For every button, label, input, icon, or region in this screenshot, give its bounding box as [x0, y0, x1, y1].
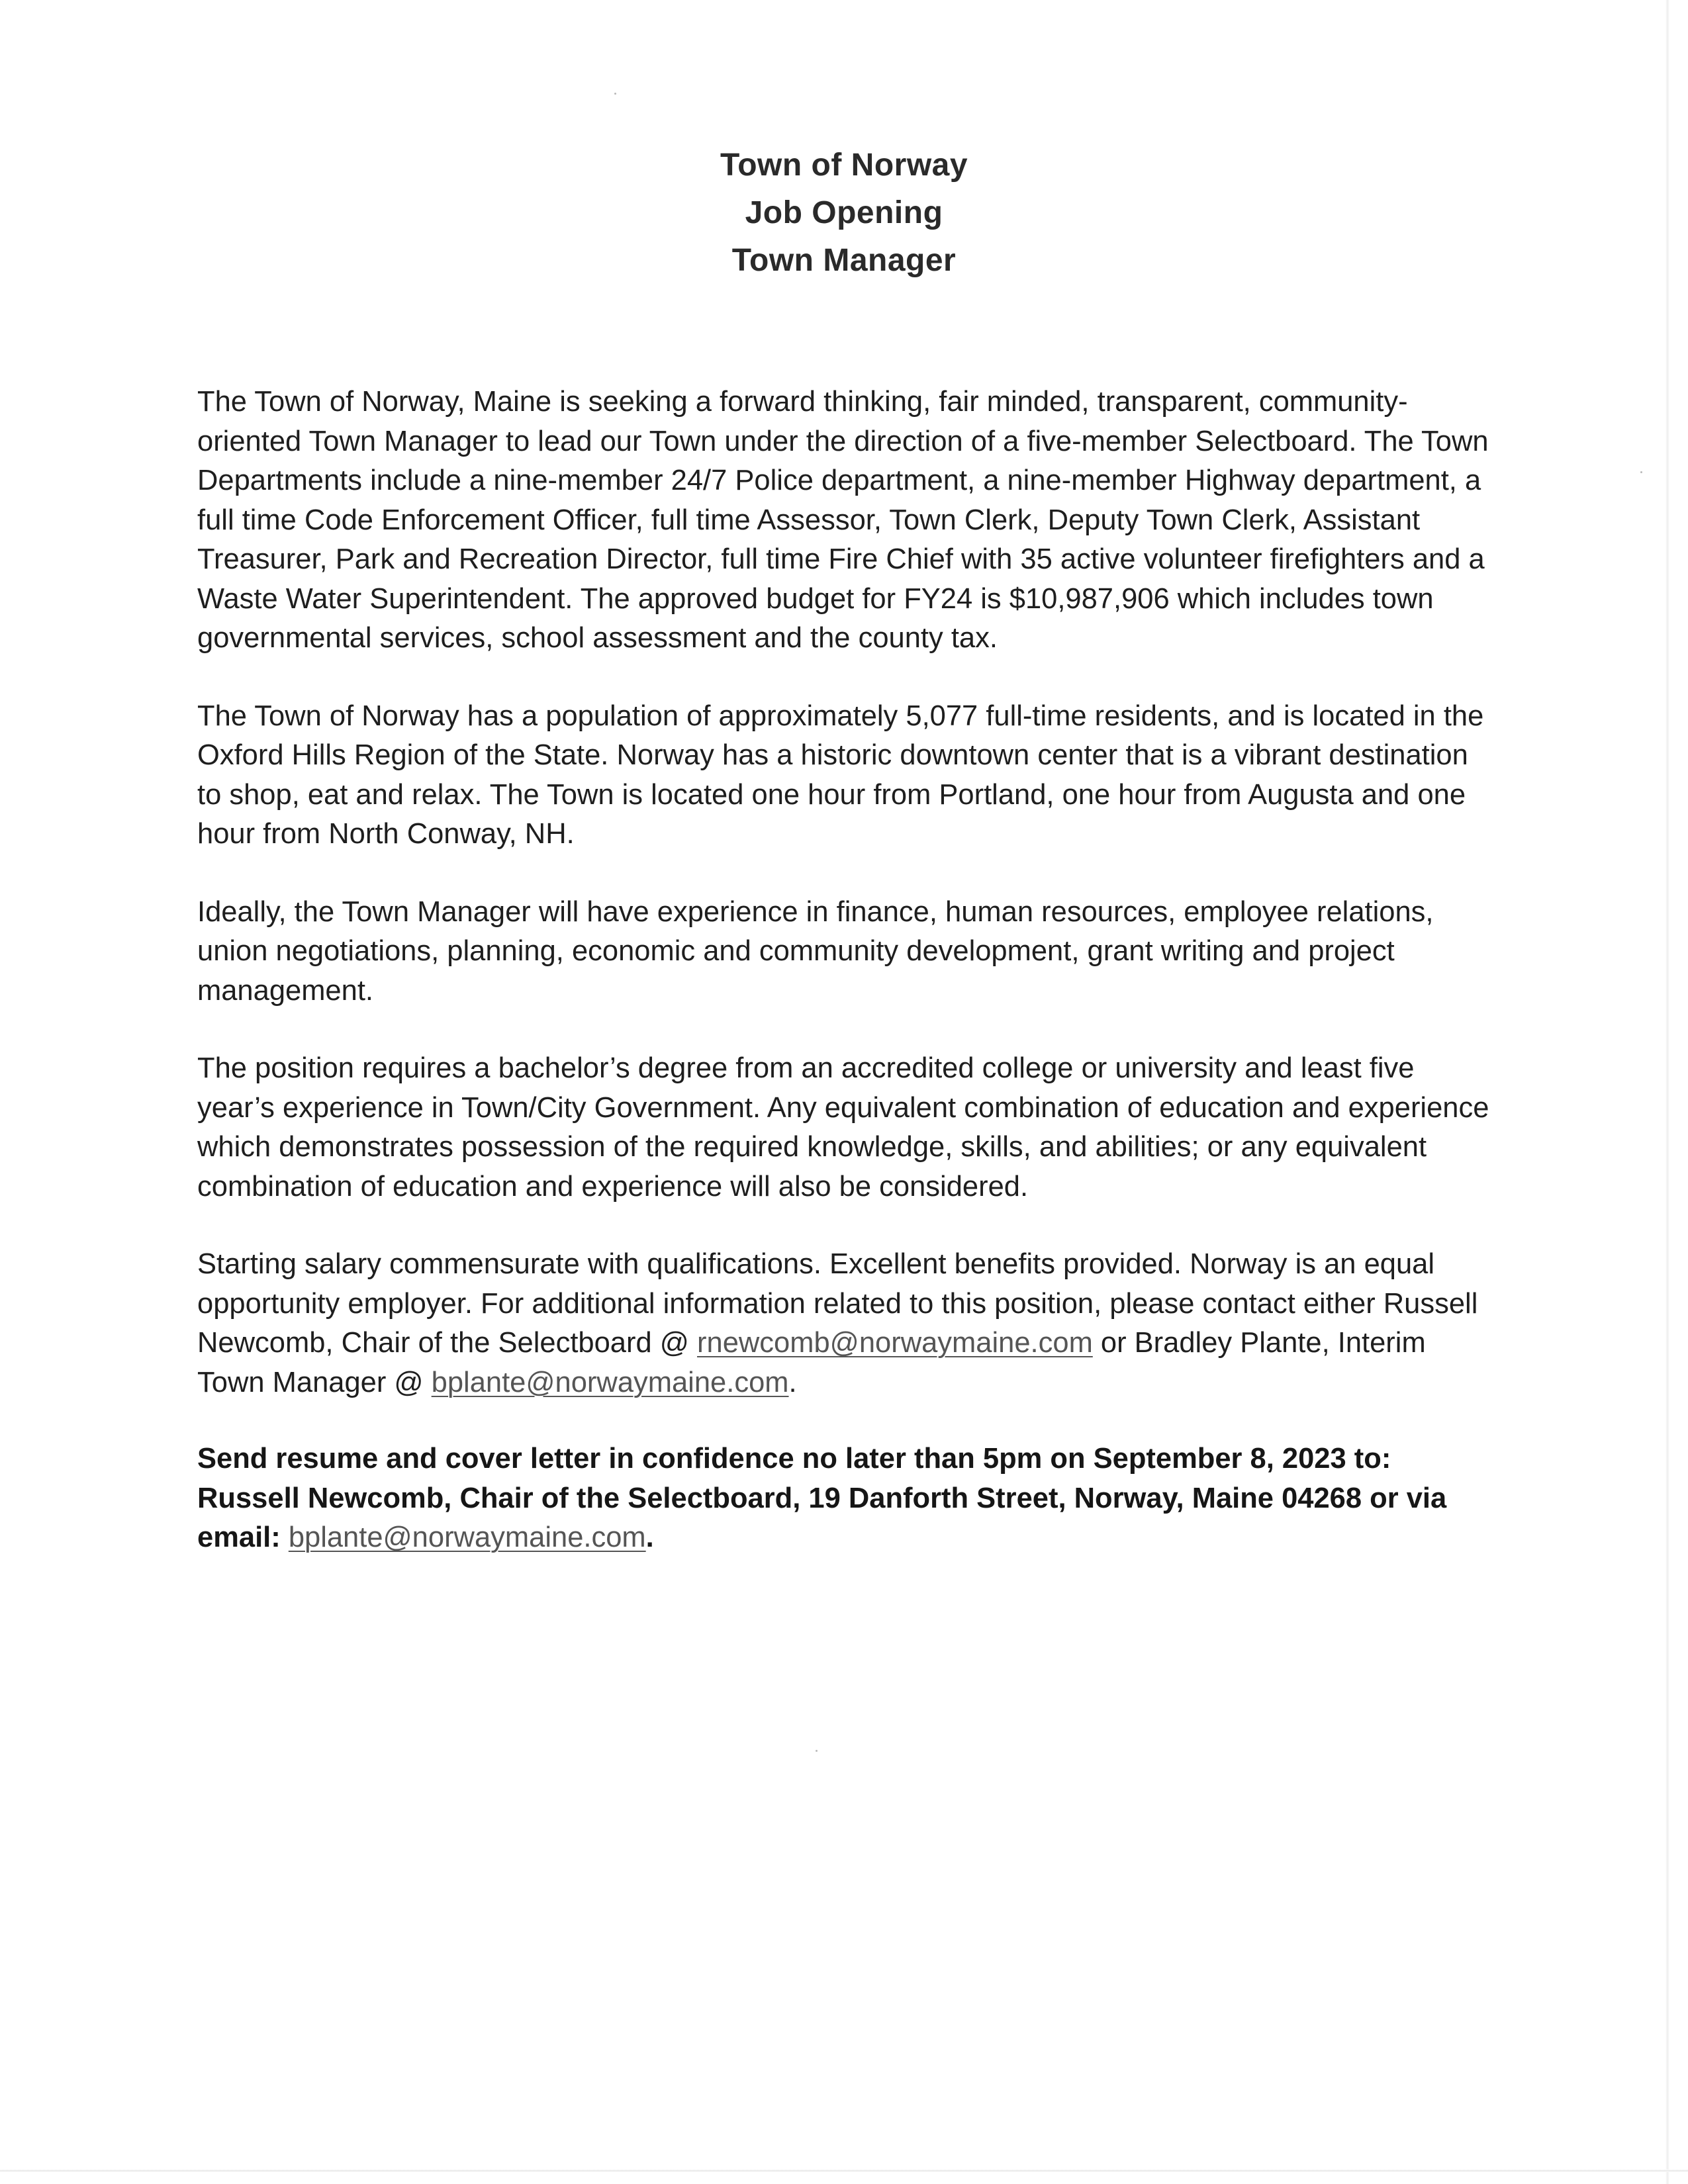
paragraph-requirements: The position requires a bachelor’s degree from an accredited college or university and least five year’s experience in Town/City Government. Any equivalent combination of education and experience which demonstrates possession of the required knowledge, skills, and abilities; or any equivalent combination of education and experience will also be considered.: [197, 1052, 1489, 1203]
header-town-name: Town of Norway: [720, 148, 968, 183]
paragraph-overview: The Town of Norway, Maine is seeking a forward thinking, fair minded, transparent, community-oriented Town Manager to lead our Town under the direction of a five-member Selectboard. The Town Departments include a nine-member 24/7 Police department, a nine-member Highway department, a full time Code Enforcement Officer, full time Assessor, Town Clerk, Deputy Town Clerk, Assistant Treasurer, Park and Recreation Director, full time Fire Chief with 35 active volunteer firefighters and a Waste Water Superintendent. The approved budget for FY24 is $10,987,906 which includes town governmental services, school assessment and the county tax.: [197, 386, 1489, 654]
scan-speck: [614, 93, 616, 95]
document-body: [197, 383, 1495, 1596]
contact-text-before: Starting salary commensurate with qualifications. Excellent benefits provided. Norway is an equal opportunity employer. For additional information related to this position, please contact either Russell Newcomb, Chair of the Selectboard @: [197, 1248, 1478, 1359]
scan-speck: [816, 1750, 818, 1752]
paragraph-town-info: The Town of Norway has a population of approximately 5,077 full-time residents, and is located in the Oxford Hills Region of the State. Norway has a historic downtown center that is a vibrant destination to shop, eat and relax. The Town is located one hour from Portland, one hour from Augusta and one hour from North Conway, NH.: [197, 700, 1484, 850]
header-job-opening: Job Opening: [745, 195, 943, 230]
paragraph-experience: Ideally, the Town Manager will have experience in finance, human resources, employee relations, union negotiations, planning, economic and community development, grant writing and project management.: [197, 895, 1434, 1007]
email-link-bplante[interactable]: bplante@norwaymaine.com: [431, 1366, 789, 1398]
scan-edge-bottom: [0, 2169, 1688, 2172]
contact-text-after: .: [788, 1366, 797, 1398]
email-link-closing-bplante[interactable]: bplante@norwaymaine.com: [288, 1522, 646, 1553]
paragraph-contact: [197, 1245, 1495, 1402]
scan-speck: [1640, 471, 1642, 473]
paragraph-closing: [197, 1439, 1495, 1558]
email-link-rnewcomb[interactable]: rnewcomb@norwaymaine.com: [697, 1327, 1093, 1359]
document-header: [0, 142, 1688, 285]
contact-text-middle: or Bradley Plante, Interim Town Manager @: [197, 1327, 1426, 1398]
header-position-title: Town Manager: [731, 243, 957, 278]
closing-text-before: Send resume and cover letter in confidence no later than 5pm on September 8, 2023 to: Russell Newcomb, Chair of the Selectboard, 19 Danforth Street, Norway, Maine 04268 or via email:: [197, 1443, 1447, 1553]
scan-edge-right: [1665, 0, 1669, 2184]
closing-text-after: .: [645, 1522, 654, 1553]
